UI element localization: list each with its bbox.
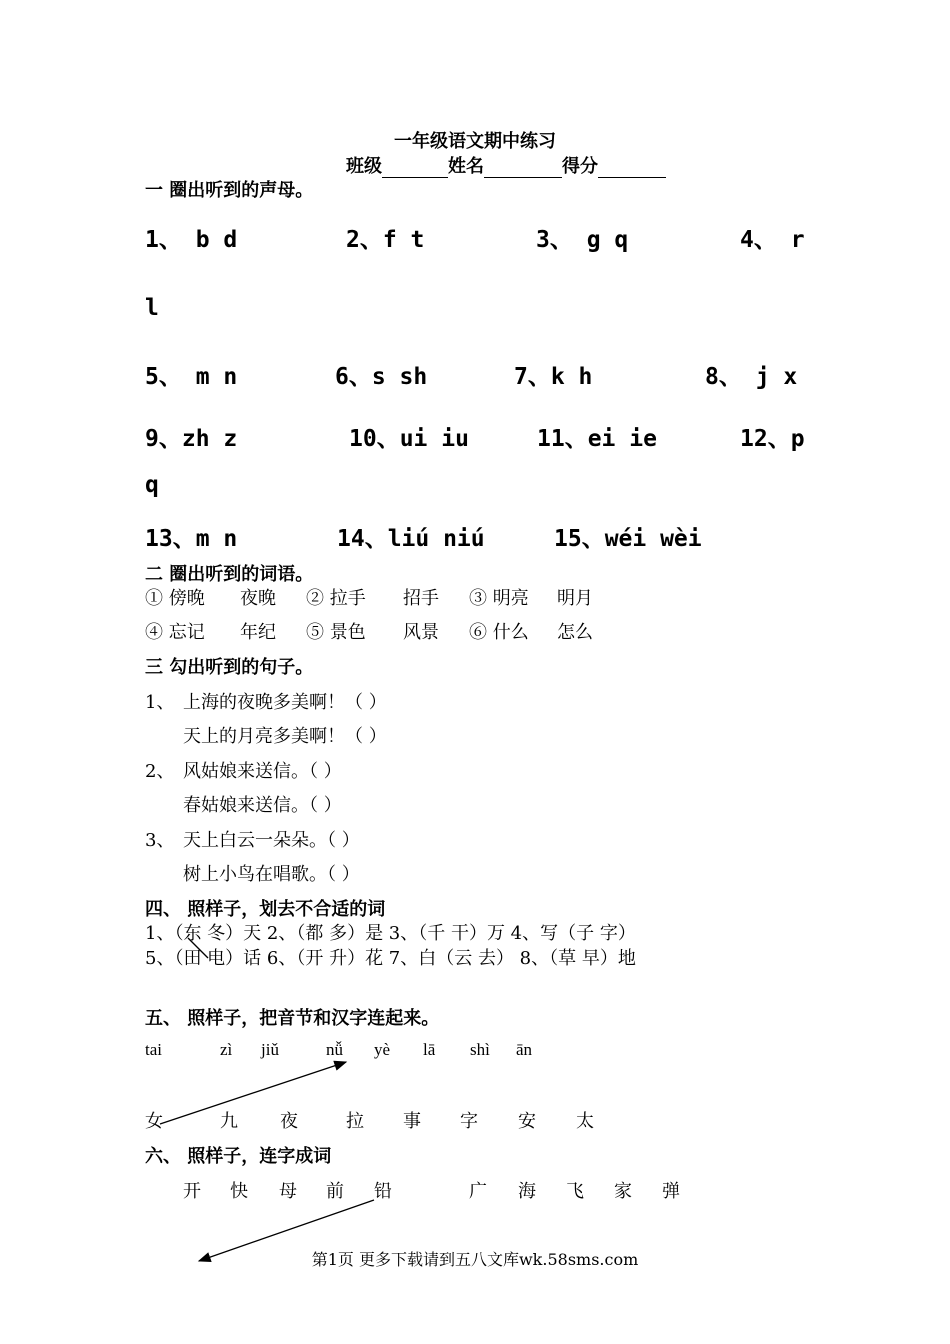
section-1-heading: 一 圈出听到的声母。 bbox=[145, 180, 314, 201]
s2-word: 明月 bbox=[557, 588, 593, 609]
s5-hanzi: 女 bbox=[145, 1111, 163, 1132]
s5-hanzi: 太 bbox=[576, 1111, 594, 1132]
s2-word: 怎么 bbox=[557, 622, 593, 643]
s1-item: 9、zh z bbox=[145, 426, 238, 452]
s3-sentence: 天上的月亮多美啊！（ ） bbox=[183, 726, 387, 747]
s1-item: 7、k h bbox=[514, 364, 593, 390]
s1-item: 4、 r bbox=[740, 227, 805, 253]
s3-sentence: 天上白云一朵朵。（ ） bbox=[183, 830, 360, 851]
s2-word: 招手 bbox=[403, 588, 439, 609]
s1-item: q bbox=[145, 472, 159, 498]
example-match-arrow bbox=[160, 1062, 346, 1124]
s6-char: 铅 bbox=[374, 1181, 392, 1202]
name-label: 姓名 bbox=[448, 156, 484, 177]
s5-hanzi: 字 bbox=[460, 1111, 478, 1132]
s2-word: ⑤ 景色 bbox=[306, 622, 366, 643]
s1-item: 6、s sh bbox=[335, 364, 428, 390]
section-2-heading: 二 圈出听到的词语。 bbox=[145, 564, 314, 585]
s5-hanzi: 夜 bbox=[280, 1111, 298, 1132]
s2-word: ⑥ 什么 bbox=[469, 622, 529, 643]
s5-hanzi: 拉 bbox=[346, 1111, 364, 1132]
score-label: 得分 bbox=[562, 156, 598, 177]
s5-pinyin: tai bbox=[145, 1040, 162, 1059]
s4-line-1: 1、（东 冬）天 2、（都 多）是 3、（千 干）万 4、写（子 字） bbox=[145, 923, 636, 944]
s2-word: ② 拉手 bbox=[306, 588, 366, 609]
s1-item: 2、f t bbox=[346, 227, 425, 253]
s6-char: 海 bbox=[518, 1181, 536, 1202]
page-footer: 第1页 更多下载请到五八文库wk.58sms.com bbox=[311, 1250, 639, 1269]
s2-word: ④ 忘记 bbox=[145, 622, 205, 643]
s2-word: ③ 明亮 bbox=[469, 588, 529, 609]
s6-char: 前 bbox=[326, 1181, 344, 1202]
s5-pinyin: jiǔ bbox=[261, 1040, 279, 1059]
s2-word: 年纪 bbox=[240, 622, 276, 643]
s5-hanzi: 事 bbox=[403, 1111, 421, 1132]
s3-num: 3、 bbox=[145, 830, 175, 851]
s5-hanzi: 九 bbox=[220, 1111, 238, 1132]
s1-item: 15、wéi wèi bbox=[554, 526, 702, 552]
s6-char: 广 bbox=[469, 1181, 487, 1202]
s3-num: 1、 bbox=[145, 692, 175, 713]
s2-word: 夜晚 bbox=[240, 588, 276, 609]
s3-sentence: 上海的夜晚多美啊！（ ） bbox=[183, 692, 387, 713]
s2-word: 风景 bbox=[403, 622, 439, 643]
s1-item: l bbox=[145, 295, 159, 321]
s1-item: 14、liú niú bbox=[337, 526, 485, 552]
s3-sentence: 风姑娘来送信。（ ） bbox=[183, 761, 342, 782]
s3-sentence: 树上小鸟在唱歌。（ ） bbox=[183, 864, 360, 885]
s1-item: 13、m n bbox=[145, 526, 238, 552]
s1-item: 3、 g q bbox=[536, 227, 629, 253]
s6-char: 母 bbox=[279, 1181, 297, 1202]
s6-char: 飞 bbox=[566, 1181, 584, 1202]
s3-num: 2、 bbox=[145, 761, 175, 782]
s6-char: 开 bbox=[183, 1181, 201, 1202]
s1-item: 8、 j x bbox=[705, 364, 798, 390]
s4-line-2: 5、（田 电）话 6、（开 升）花 7、白（云 去） 8、（草 早）地 bbox=[145, 948, 636, 969]
page-title: 一年级语文期中练习 bbox=[394, 131, 556, 152]
section-5-heading: 五、 照样子，把音节和汉字连起来。 bbox=[145, 1008, 440, 1029]
s5-pinyin: ān bbox=[516, 1040, 533, 1059]
section-3-heading: 三 勾出听到的句子。 bbox=[145, 657, 314, 678]
s6-char: 弹 bbox=[662, 1181, 680, 1202]
s3-sentence: 春姑娘来送信。（ ） bbox=[183, 795, 342, 816]
s5-pinyin: shì bbox=[470, 1040, 490, 1059]
s1-item: 1、 b d bbox=[145, 227, 238, 253]
s2-word: ① 傍晚 bbox=[145, 588, 205, 609]
s1-item: 12、p bbox=[740, 426, 805, 452]
example-strike-line bbox=[188, 938, 208, 958]
s6-char: 家 bbox=[614, 1181, 632, 1202]
s1-item: 5、 m n bbox=[145, 364, 238, 390]
s1-item: 11、ei ie bbox=[537, 426, 657, 452]
s5-pinyin: nǚ bbox=[326, 1040, 343, 1059]
section-6-heading: 六、 照样子，连字成词 bbox=[145, 1146, 332, 1167]
s5-pinyin: yè bbox=[374, 1040, 391, 1059]
s5-pinyin: zì bbox=[220, 1040, 233, 1059]
s6-char: 快 bbox=[230, 1181, 248, 1202]
s5-hanzi: 安 bbox=[518, 1111, 536, 1132]
s5-pinyin: lā bbox=[423, 1040, 436, 1059]
class-label: 班级 bbox=[346, 156, 382, 177]
section-4-heading: 四、 照样子，划去不合适的词 bbox=[145, 899, 386, 920]
s1-item: 10、ui iu bbox=[349, 426, 469, 452]
